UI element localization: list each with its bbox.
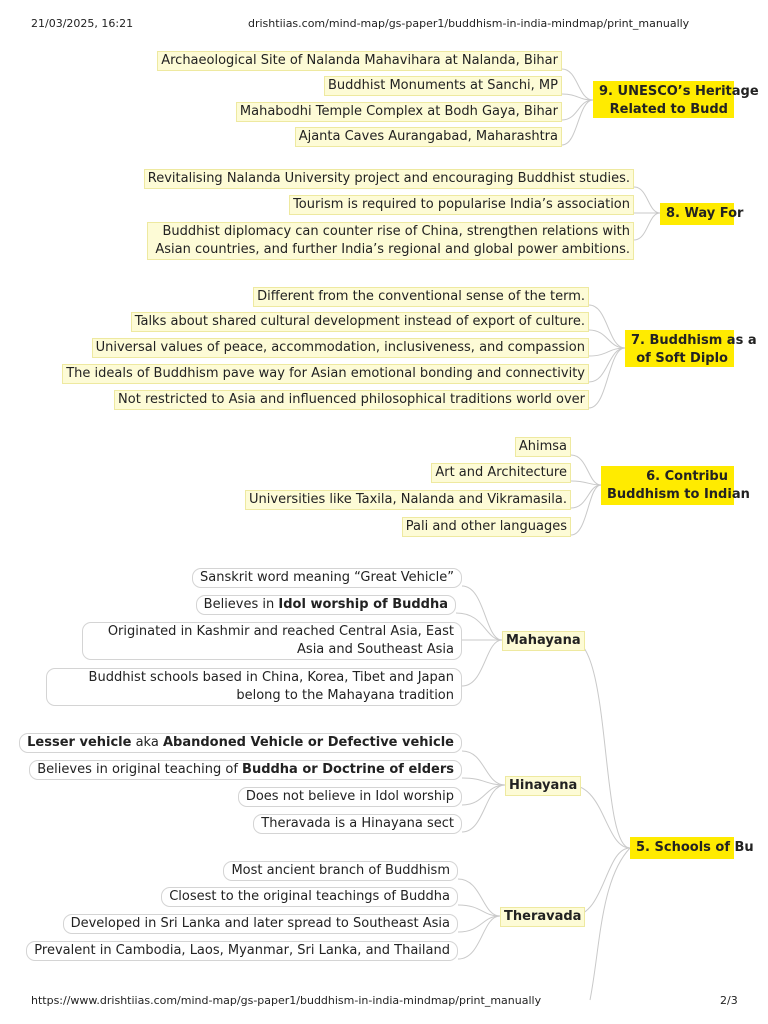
- soft-diplomacy-item-2: Talks about shared cultural development instead of export of culture.: [131, 312, 589, 332]
- hinayana-abandoned-bold: Abandoned Vehicle or Defective vehicle: [162, 735, 454, 750]
- hinayana-item-lesser-vehicle: [19, 733, 462, 753]
- topic-schools-of-buddhism[interactable]: 5. Schools of Bu: [630, 837, 734, 859]
- branch-hinayana[interactable]: Hinayana: [505, 776, 581, 796]
- contribution-item-ahimsa: Ahimsa: [515, 437, 571, 457]
- theravada-item-sri-lanka: Developed in Sri Lanka and later spread to Southeast Asia: [63, 914, 458, 934]
- mahayana-item-meaning: Sanskrit word meaning “Great Vehicle”: [192, 568, 462, 588]
- unesco-item-ajanta: Ajanta Caves Aurangabad, Maharashtra: [295, 127, 562, 147]
- print-page-number: 2/3: [720, 994, 738, 1007]
- branch-theravada[interactable]: Theravada: [500, 907, 585, 927]
- contribution-item-art: Art and Architecture: [431, 463, 571, 483]
- mahayana-item-schools: Buddhist schools based in China, Korea, Tibet and Japan belong to the Mahayana tradition: [46, 668, 462, 706]
- print-datetime: 21/03/2025, 16:21: [31, 17, 134, 30]
- mahayana-item-idol: [196, 595, 456, 615]
- hinayana-lesser-bold: Lesser vehicle: [27, 735, 132, 750]
- mahayana-item-origin: Originated in Kashmir and reached Central Asia, East Asia and Southeast Asia: [82, 622, 462, 660]
- unesco-item-sanchi: Buddhist Monuments at Sanchi, MP: [324, 76, 562, 96]
- branch-mahayana[interactable]: Mahayana: [502, 631, 585, 651]
- topic-contribution-line2: Buddhism to Indian: [607, 487, 750, 502]
- topic-soft-diplomacy-line2: of Soft Diplo: [636, 351, 728, 366]
- contribution-item-universities: Universities like Taxila, Nalanda and Vikramasila.: [245, 490, 571, 510]
- topic-way-forward[interactable]: 8. Way For: [660, 203, 734, 225]
- theravada-item-prevalent: Prevalent in Cambodia, Laos, Myanmar, Sri Lanka, and Thailand: [26, 941, 458, 961]
- mahayana-idol-bold: Idol worship of Buddha: [278, 597, 448, 612]
- contribution-item-pali: Pali and other languages: [402, 517, 571, 537]
- mahayana-idol-text: Believes in: [203, 597, 279, 612]
- topic-soft-diplomacy[interactable]: [625, 330, 757, 367]
- topic-contribution[interactable]: [601, 466, 750, 505]
- hinayana-teaching-bold: Buddha or Doctrine of elders: [242, 762, 454, 777]
- hinayana-item-theravada-sect: Theravada is a Hinayana sect: [253, 814, 462, 834]
- hinayana-teaching-text: Believes in original teaching of: [37, 762, 243, 777]
- unesco-item-nalanda: Archaeological Site of Nalanda Mahavihara at Nalanda, Bihar: [157, 51, 562, 71]
- topic-unesco-heritage[interactable]: [593, 81, 759, 118]
- way-forward-item-tourism: Tourism is required to popularise India’s association: [289, 195, 634, 215]
- way-forward-item-nalanda: Revitalising Nalanda University project and encouraging Buddhist studies.: [144, 169, 634, 189]
- unesco-item-bodh-gaya: Mahabodhi Temple Complex at Bodh Gaya, Bihar: [236, 102, 562, 122]
- topic-unesco-line2: Related to Budd: [609, 102, 728, 117]
- hinayana-item-original-teaching: [29, 760, 462, 780]
- print-footer-url: https://www.drishtiias.com/mind-map/gs-paper1/buddhism-in-india-mindmap/print_manually: [31, 994, 542, 1007]
- soft-diplomacy-item-3: Universal values of peace, accommodation, inclusiveness, and compassion: [92, 338, 589, 358]
- theravada-item-closest: Closest to the original teachings of Buddha: [161, 887, 458, 907]
- soft-diplomacy-item-1: Different from the conventional sense of the term.: [253, 287, 589, 307]
- topic-contribution-line1: 6. Contribu: [646, 469, 728, 484]
- soft-diplomacy-item-5: Not restricted to Asia and influenced philosophical traditions world over: [114, 390, 589, 410]
- way-forward-item-diplomacy: Buddhist diplomacy can counter rise of China, strengthen relations with Asian countries, and further India’s regional and global power ambitions.: [147, 222, 634, 260]
- soft-diplomacy-item-4: The ideals of Buddhism pave way for Asian emotional bonding and connectivity: [62, 364, 589, 384]
- hinayana-aka: aka: [131, 735, 163, 750]
- theravada-item-ancient: Most ancient branch of Buddhism: [223, 861, 458, 881]
- topic-soft-diplomacy-line1: 7. Buddhism as a: [631, 333, 757, 348]
- topic-unesco-line1: 9. UNESCO’s Heritage: [599, 84, 759, 99]
- hinayana-item-no-idol: Does not believe in Idol worship: [238, 787, 462, 807]
- print-page-title: drishtiias.com/mind-map/gs-paper1/buddhism-in-india-mindmap/print_manually: [248, 17, 690, 30]
